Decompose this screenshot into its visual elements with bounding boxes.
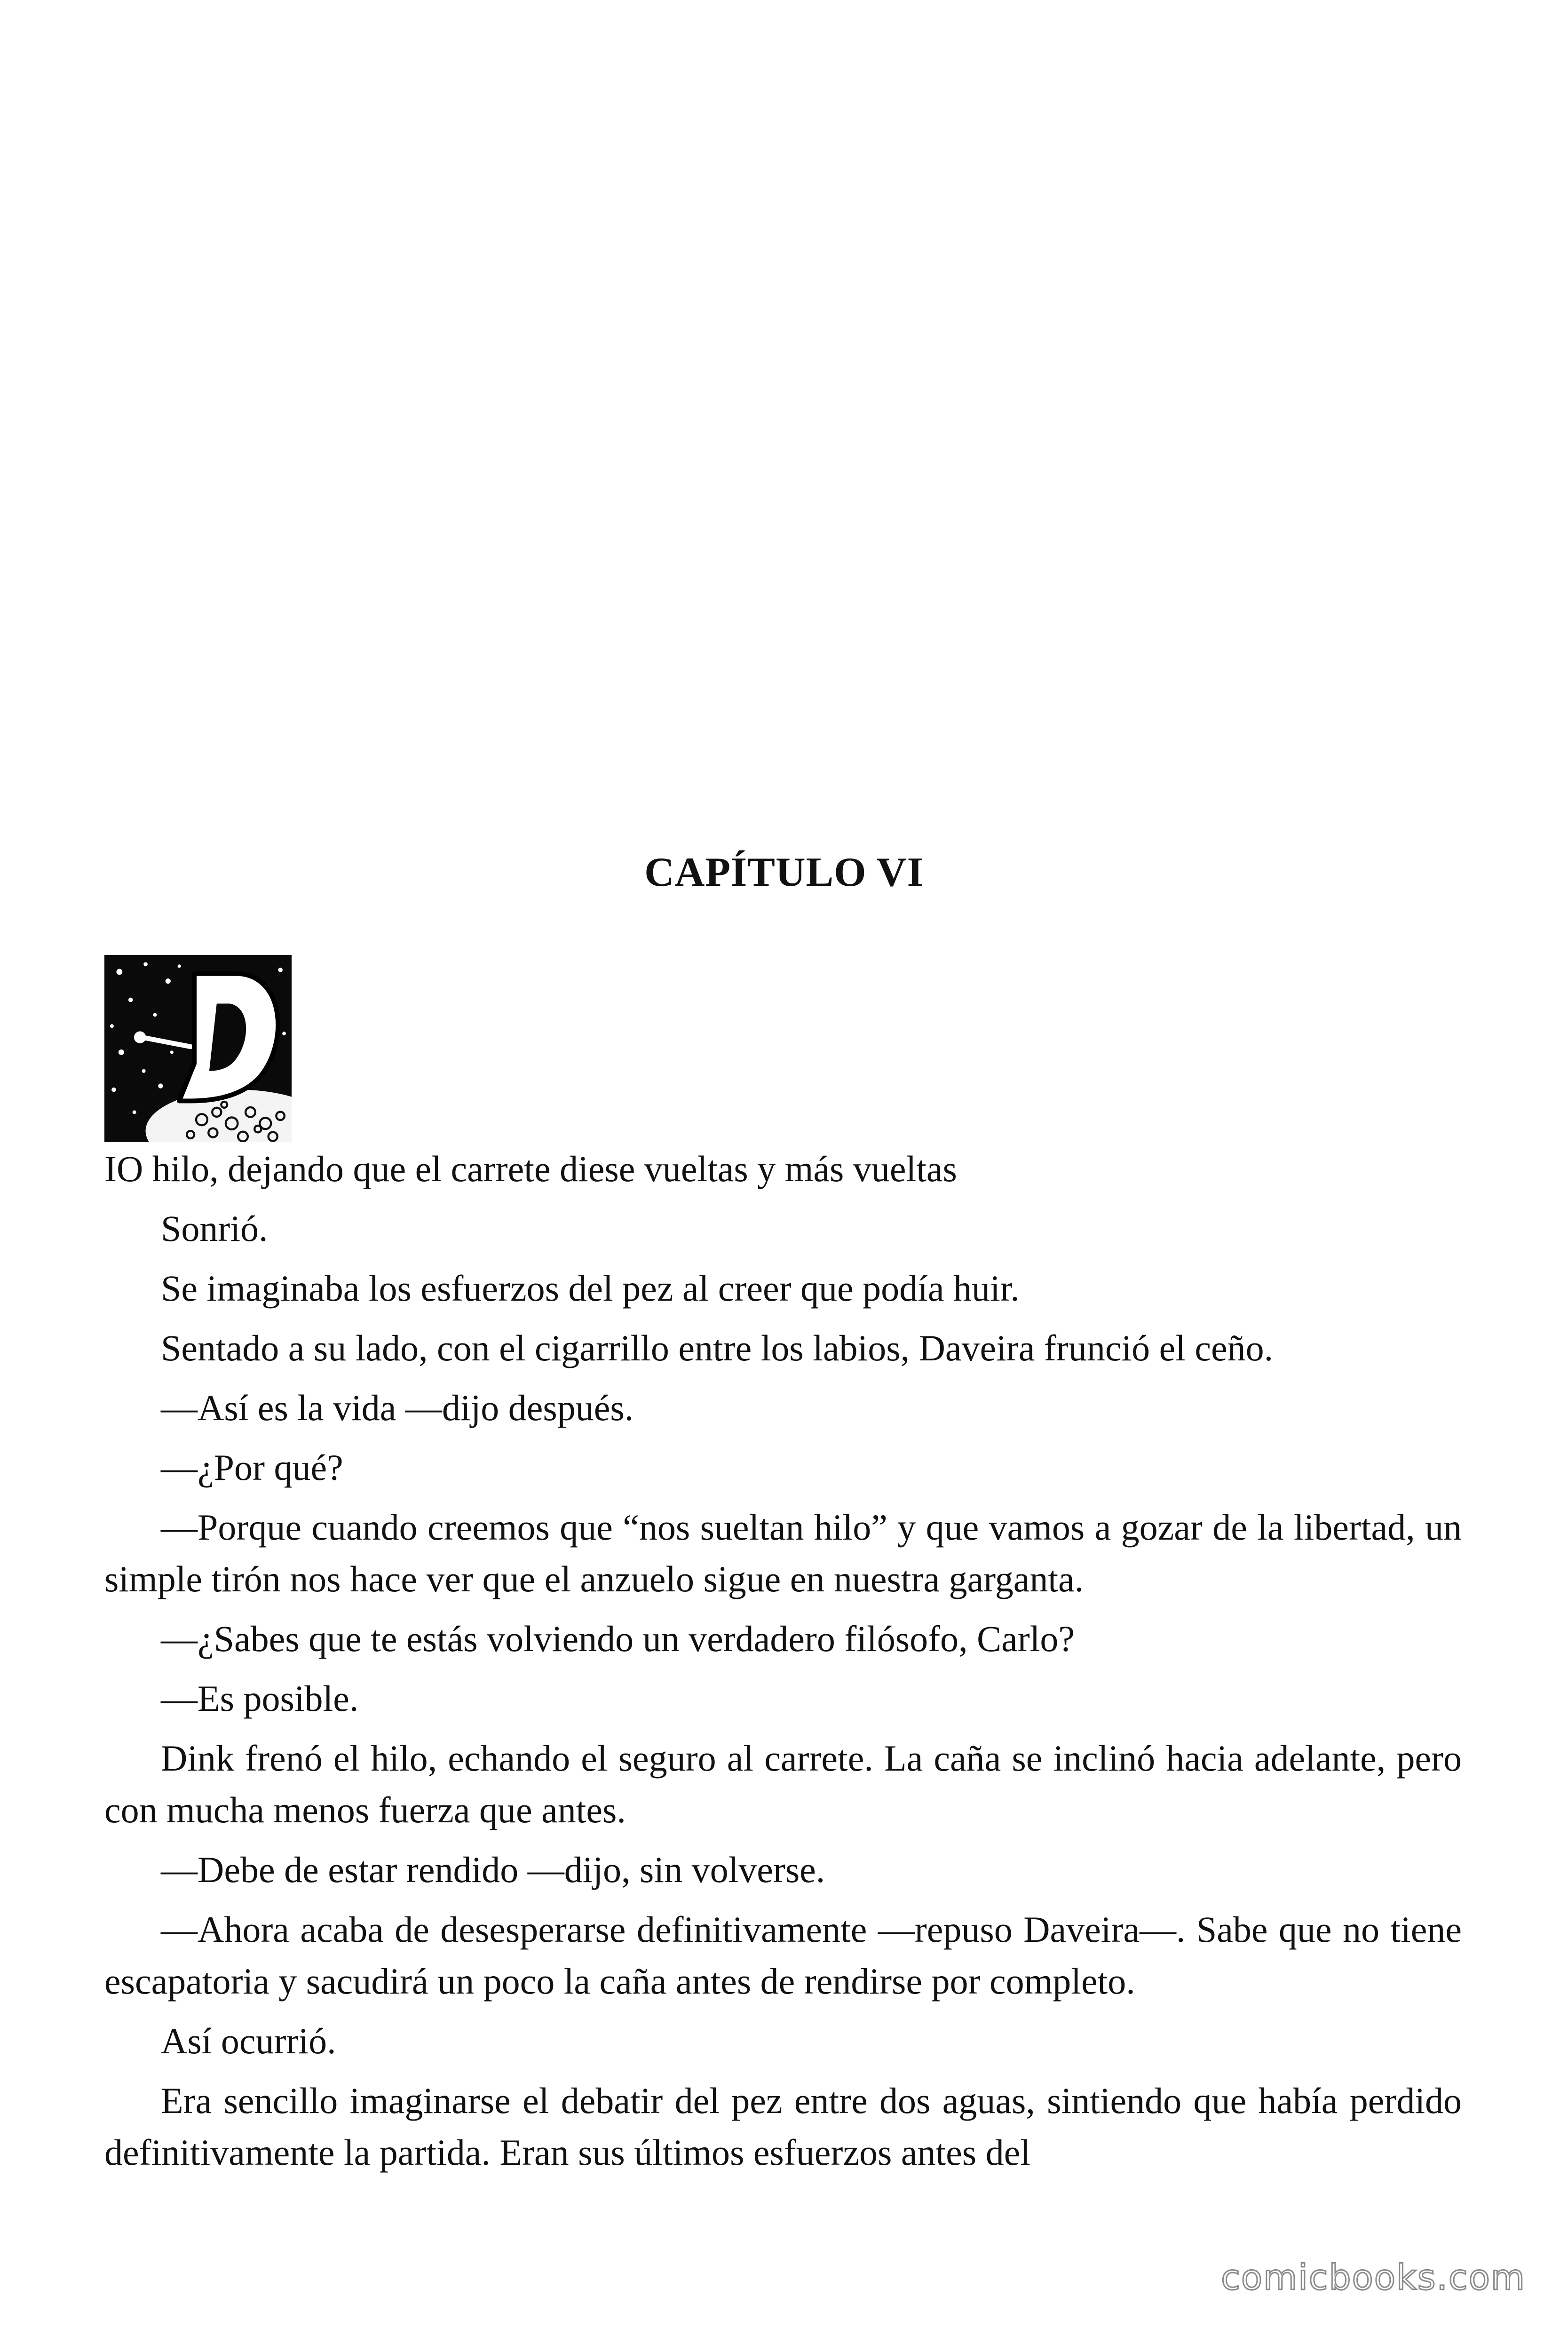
paragraph: Así ocurrió. — [161, 2020, 336, 2061]
paragraph: —Es posible. — [161, 1678, 359, 1719]
paragraph: IO hilo, dejando que el carrete diese vueltas y más vueltas — [104, 1148, 957, 1189]
body-text — [104, 1143, 1462, 2178]
paragraph: —Ahora acaba de desesperarse definitivamente —repuso Daveira—. Sabe que no tiene escapatoria y sacudirá un poco la caña antes de rendirse por completo. — [104, 1909, 1462, 2002]
paragraph: —¿Por qué? — [161, 1447, 343, 1488]
paragraph: Sonrió. — [161, 1208, 268, 1249]
watermark: comicbooks.com — [1221, 2257, 1526, 2298]
paragraph: Se imaginaba los esfuerzos del pez al creer que podía huir. — [161, 1268, 1020, 1309]
paragraph: —Así es la vida —dijo después. — [161, 1387, 634, 1428]
paragraph: —Porque cuando creemos que “nos sueltan hilo” y que vamos a gozar de la libertad, un simple tirón nos hace ver que el anzuelo sigue en nuestra garganta. — [104, 1507, 1462, 1599]
paragraph: Sentado a su lado, con el cigarrillo entre los labios, Daveira frunció el ceño. — [161, 1327, 1274, 1368]
paragraph: —¿Sabes que te estás volviendo un verdadero filósofo, Carlo? — [161, 1618, 1075, 1659]
paragraph: Dink frenó el hilo, echando el seguro al carrete. La caña se inclinó hacia adelante, pero con mucha menos fuerza que antes. — [104, 1738, 1462, 1830]
comic-letter-d-space-icon — [104, 955, 292, 1142]
chapter-title: CAPÍTULO VI — [644, 850, 924, 895]
drop-cap-image — [104, 955, 292, 1142]
paragraph: Era sencillo imaginarse el debatir del pez entre dos aguas, sintiendo que había perdido definitivamente la partida. Eran sus últimos esfuerzos antes del — [104, 2080, 1462, 2173]
paragraph: —Debe de estar rendido —dijo, sin volverse. — [161, 1849, 825, 1890]
